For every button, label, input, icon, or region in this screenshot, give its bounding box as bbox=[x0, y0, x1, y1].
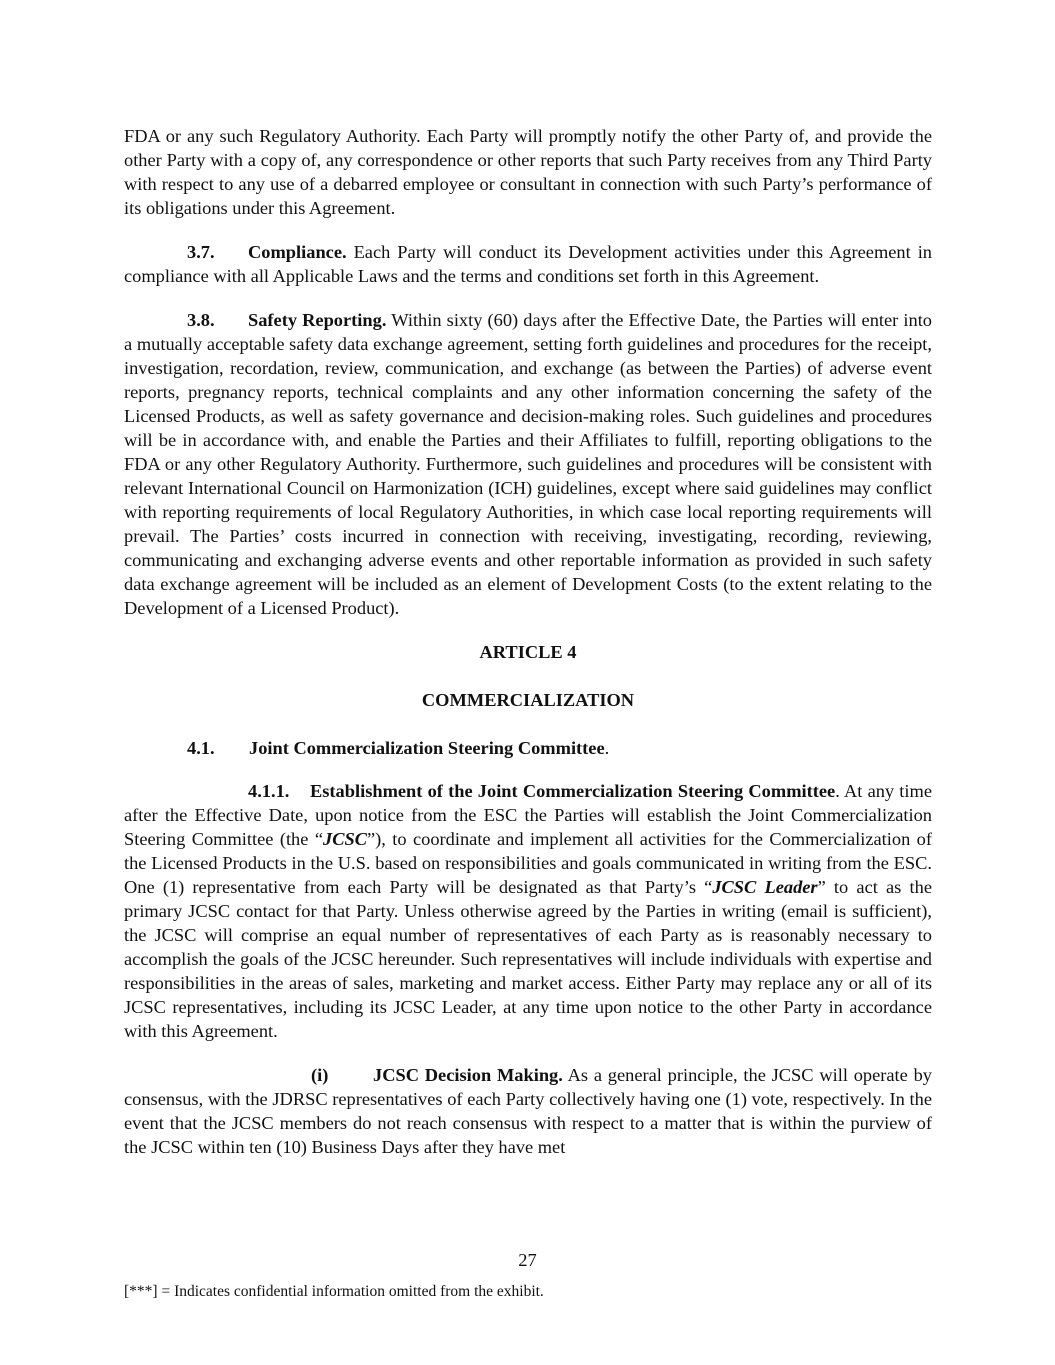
section-4-1-1-body-a: . At any time after the Effective Date, upon notice from the ESC the Parties will establish the Joint Commercialization Steering Committee (the “ bbox=[124, 781, 932, 849]
section-4-1-tail: . bbox=[604, 738, 610, 758]
section-4-1 bbox=[124, 736, 932, 760]
section-3-8-heading: Safety Reporting. bbox=[248, 310, 387, 330]
document-page bbox=[124, 124, 932, 1179]
section-4-1-1-body-c: ” to act as the primary JCSC contact for that Party. Unless otherwise agreed by the Parties in writing (email is sufficient), the JCSC will comprise an equal number of representatives of each Party as is reasonably necessary to accomplish the goals of the JCSC hereunder. Such representatives will include individuals with expertise and responsibilities in the areas of sales, marketing and market access. Either Party may replace any or all of its JCSC representatives, including its JCSC Leader, at any time upon notice to the other Party in accordance with this Agreement. bbox=[124, 877, 932, 1041]
confidentiality-note: [***] = Indicates confidential information omitted from the exhibit. bbox=[124, 1283, 544, 1300]
section-3-8-body: Within sixty (60) days after the Effective Date, the Parties will enter into a mutually acceptable safety data exchange agreement, setting forth guidelines and procedures for the receipt, investigation, recordation, review, communication, and exchange (as between the Parties) of adverse event reports, pregnancy reports, technical complaints and any other information concerning the safety of the Licensed Products, as well as safety governance and decision-making roles. Such guidelines and procedures will be in accordance with, and enable the Parties and their Affiliates to fulfill, reporting obligations to the FDA or any other Regulatory Authority. Furthermore, such guidelines and procedures will be consistent with relevant International Council on Harmonization (ICH) guidelines, except where said guidelines may conflict with reporting requirements of local Regulatory Authorities, in which case local reporting requirements will prevail. The Parties’ costs incurred in connection with receiving, investigating, recording, reviewing, communicating and exchanging adverse events and other reportable information as provided in such safety data exchange agreement will be included as an element of Development Costs (to the extent relating to the Development of a Licensed Product). bbox=[124, 310, 933, 618]
section-4-1-1-body-b: ”), to coordinate and implement all activities for the Commercialization of the Licensed Products in the U.S. based on responsibilities and goals communicated in writing from the ESC. One (1) representative from each Party will be designated as that Party’s “ bbox=[124, 829, 933, 897]
subsection-i-number: (i) bbox=[311, 1065, 329, 1085]
section-3-7 bbox=[124, 240, 932, 288]
subsection-i bbox=[124, 1063, 932, 1159]
defined-term-jcsc: JCSC bbox=[323, 829, 367, 849]
section-3-8 bbox=[124, 308, 932, 620]
subsection-i-heading: JCSC Decision Making. bbox=[373, 1065, 563, 1085]
subsection-i-body: As a general principle, the JCSC will operate by consensus, with the JDRSC representatives of each Party collectively having one (1) vote, respectively. In the event that the JCSC members do not reach consensus with respect to a matter that is within the purview of the JCSC within ten (10) Business Days after they have met bbox=[124, 1065, 932, 1157]
defined-term-jcsc-leader: JCSC Leader bbox=[712, 877, 818, 897]
section-4-1-1 bbox=[124, 779, 932, 1043]
section-4-1-1-number: 4.1.1. bbox=[248, 781, 290, 801]
section-3-8-number: 3.8. bbox=[187, 310, 215, 330]
section-4-1-heading: Joint Commercialization Steering Committee bbox=[249, 738, 605, 758]
section-4-1-number: 4.1. bbox=[187, 738, 215, 758]
continuation-paragraph: FDA or any such Regulatory Authority. Each Party will promptly notify the other Party of, and provide the other Party with a copy of, any correspondence or other reports that such Party receives from any Third Party with respect to any use of a debarred employee or consultant in connection with such Party’s performance of its obligations under this Agreement. bbox=[124, 126, 932, 218]
section-3-7-heading: Compliance. bbox=[248, 242, 347, 262]
article-title: COMMERCIALIZATION bbox=[421, 690, 635, 710]
section-3-7-body: Each Party will conduct its Development activities under this Agreement in compliance with all Applicable Laws and the terms and conditions set forth in this Agreement. bbox=[124, 242, 932, 286]
page-number: 27 bbox=[518, 1250, 537, 1270]
section-4-1-1-heading: Establishment of the Joint Commercialization Steering Committee bbox=[310, 781, 836, 801]
article-number: ARTICLE 4 bbox=[479, 642, 577, 662]
section-3-7-number: 3.7. bbox=[187, 242, 215, 262]
